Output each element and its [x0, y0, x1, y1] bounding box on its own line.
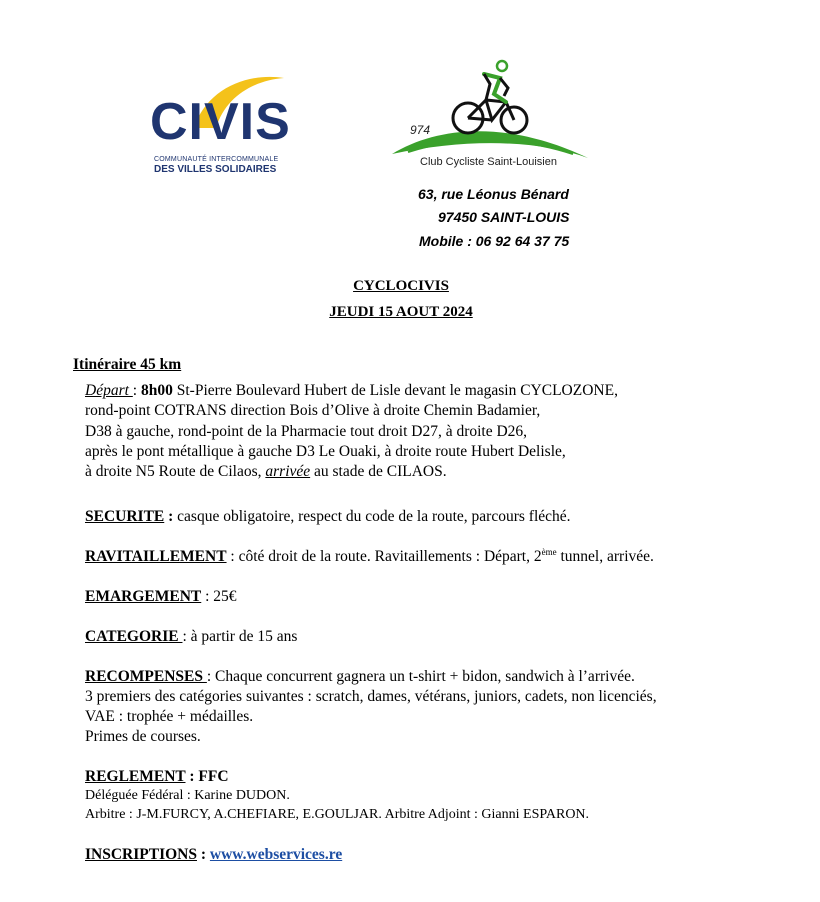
depart-label: Départ: [85, 382, 133, 399]
cyclist-icon: [388, 48, 593, 160]
ravitaillement-section: RAVITAILLEMENT : côté droit de la route. Ravitaillements : Départ, 2ème tunnel, arrivée.: [85, 546, 654, 565]
civis-logo: [146, 70, 291, 180]
categorie-section: CATEGORIE : à partir de 15 ans: [85, 628, 298, 645]
civis-wordmark: CIVIS: [150, 93, 291, 151]
categorie-label: CATEGORIE: [85, 628, 183, 645]
recompenses-line-4: Primes de courses.: [85, 728, 201, 745]
recompenses-line-2: 3 premiers des catégories suivantes : scratch, dames, vétérans, juniors, cadets, non licenciés,: [85, 688, 657, 705]
reglement-label: REGLEMENT: [85, 768, 186, 785]
inscriptions-section: INSCRIPTIONS : www.webservices.re: [85, 846, 343, 863]
reglement-delegue: Déléguée Fédéral : Karine DUDON.: [85, 788, 290, 803]
reglement-section: REGLEMENT : FFC: [85, 768, 229, 785]
address-city: 97450 SAINT-LOUIS: [438, 209, 570, 225]
itineraire-line-1: Départ : 8h00 St-Pierre Boulevard Hubert de Lisle devant le magasin CYCLOZONE,: [85, 382, 618, 399]
itineraire-line-3: D38 à gauche, rond-point de la Pharmacie tout droit D27, à droite D26,: [85, 423, 528, 440]
depart-time: 8h00: [140, 382, 173, 399]
recompenses-label: RECOMPENSES: [85, 668, 207, 685]
address-street: 63, rue Léonus Bénard: [418, 186, 569, 202]
club-logo: [388, 48, 593, 178]
event-date: JEUDI 15 AOUT 2024: [329, 304, 473, 320]
itineraire-line-4: après le pont métallique à gauche D3 Le Ouaki, à droite route Hubert Delisle,: [85, 443, 566, 460]
recompenses-line-3: VAE : trophée + médailles.: [85, 708, 254, 725]
securite-section: SECURITE : casque obligatoire, respect du code de la route, parcours fléché.: [85, 508, 571, 525]
club-name: Club Cycliste Saint-Louisien: [420, 156, 557, 168]
arrivee-label: arrivée: [265, 463, 311, 480]
civis-subtitle-2: DES VILLES SOLIDAIRES: [154, 164, 277, 175]
ravitaillement-label: RAVITAILLEMENT: [85, 548, 227, 565]
event-title: CYCLOCIVIS: [353, 278, 449, 294]
emargement-section: EMARGEMENT : 25€: [85, 588, 237, 605]
recompenses-section: RECOMPENSES : Chaque concurrent gagnera un t-shirt + bidon, sandwich à l’arrivée.: [85, 668, 635, 685]
club-number: 974: [410, 123, 431, 137]
address-mobile: Mobile : 06 92 64 37 75: [419, 233, 570, 249]
inscriptions-link[interactable]: www.webservices.re: [209, 846, 343, 863]
itineraire-line-5: à droite N5 Route de Cilaos, arrivée au stade de CILAOS.: [85, 463, 447, 480]
reglement-arbitres: Arbitre : J-M.FURCY, A.CHEFIARE, E.GOULJAR. Arbitre Adjoint : Gianni ESPARON.: [85, 807, 590, 822]
securite-label: SECURITE: [85, 508, 165, 525]
civis-subtitle-1: COMMUNAUTÉ INTERCOMMUNALE: [154, 156, 279, 163]
itineraire-line-2: rond-point COTRANS direction Bois d’Olive à droite Chemin Badamier,: [85, 402, 541, 419]
itineraire-heading: Itinéraire 45 km: [73, 356, 182, 373]
inscriptions-label: INSCRIPTIONS: [85, 846, 197, 863]
emargement-label: EMARGEMENT: [85, 588, 202, 605]
